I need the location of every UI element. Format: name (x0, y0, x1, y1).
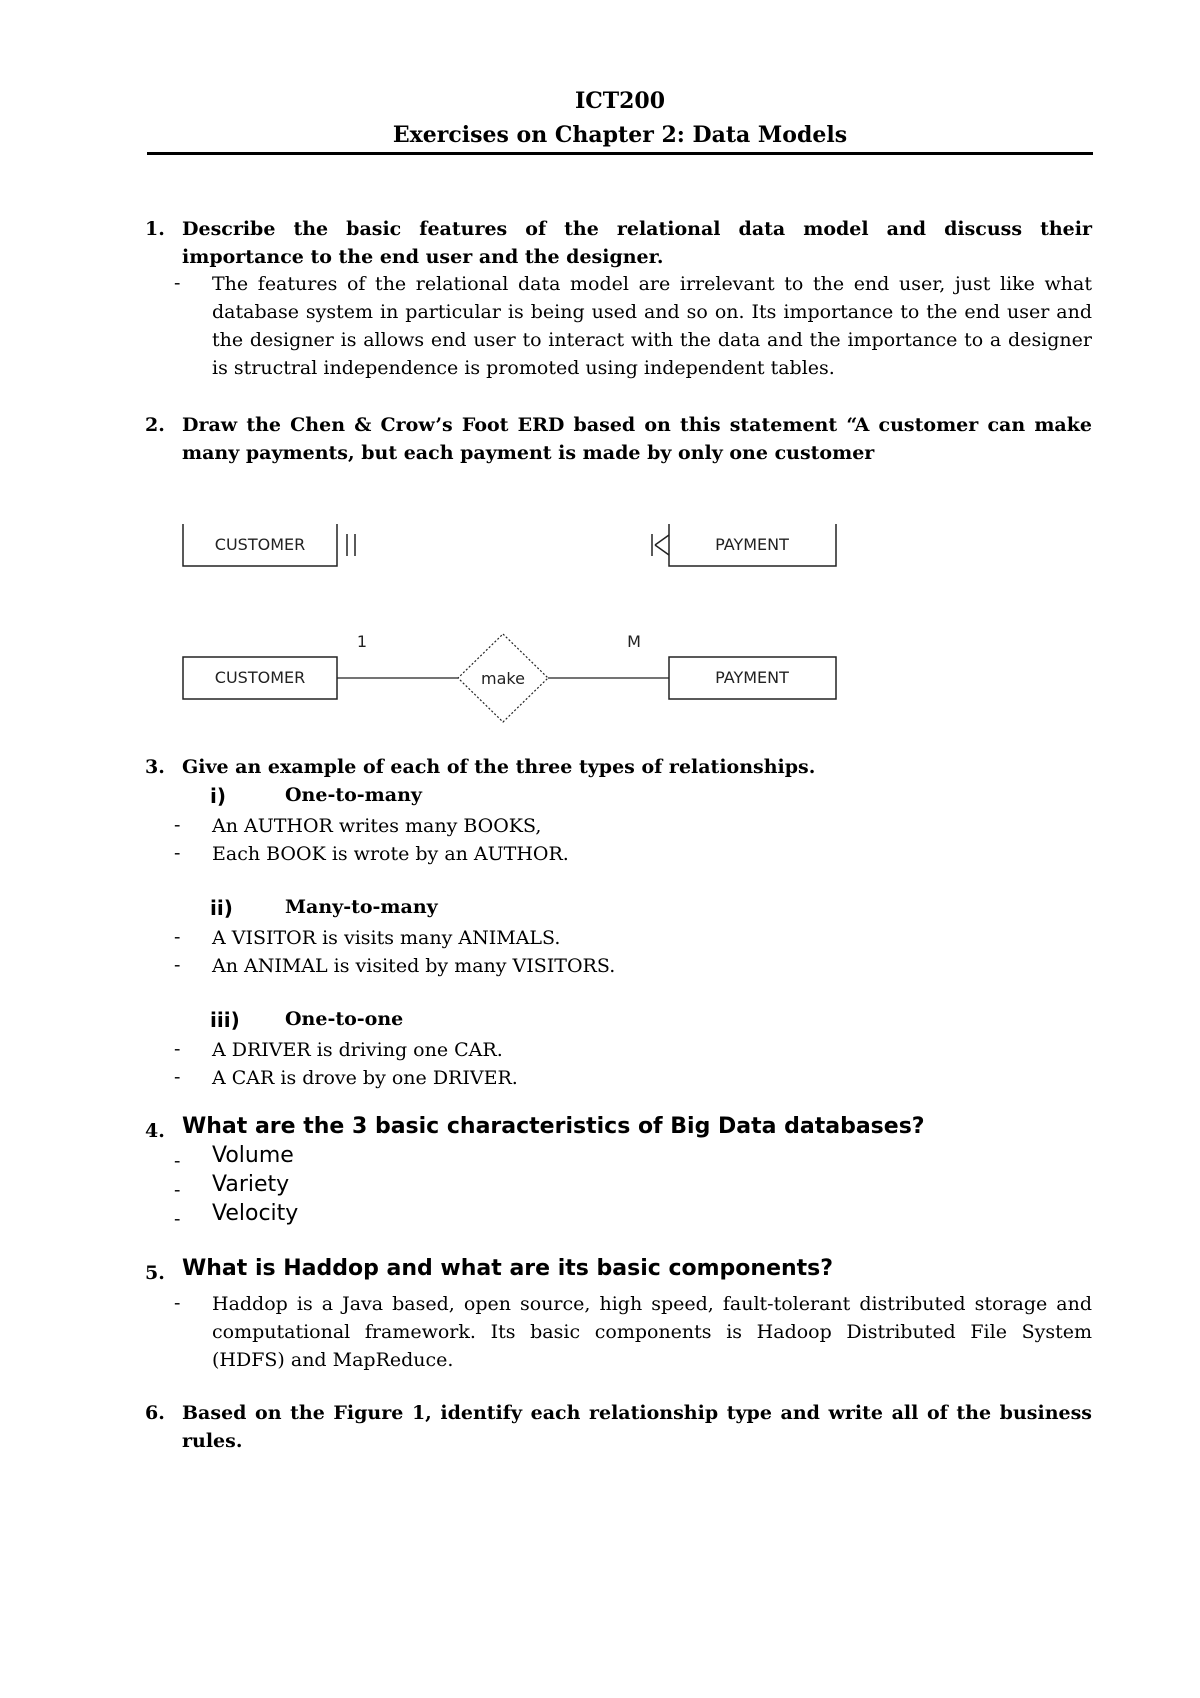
q3-type-3-title: One-to-one (285, 1008, 404, 1030)
q5-text: What is Haddop and what are its basic components? (182, 1256, 834, 1281)
q2-number: 2. (145, 414, 165, 436)
chen-customer-label: CUSTOMER (214, 668, 306, 687)
chen-erd (183, 632, 836, 722)
q3-type-1-dash-1: - (174, 814, 181, 836)
q3-type-1-title: One-to-many (285, 784, 422, 806)
course-code: ICT200 (574, 88, 666, 114)
crowsfoot-customer-label: CUSTOMER (214, 535, 306, 554)
q3-type-2-title: Many-to-many (285, 896, 438, 918)
q1-answer: The features of the relational data model are irrelevant to the end user, just like what database system in particular is being used and so on. Its importance to the end user and the designer is allows end user to interact with the data and the importance to a designer is structral independence is promoted using independent tables. (212, 273, 1092, 379)
q1-answer-dash: - (174, 272, 181, 294)
erd-diagrams (0, 0, 1200, 760)
chen-cardinality-one: 1 (356, 632, 368, 651)
q3-type-2-line-1: A VISITOR is visits many ANIMALS. (212, 927, 561, 949)
chen-relationship-label: make (481, 669, 525, 688)
q5-answer-dash: - (174, 1292, 181, 1314)
crowsfoot-erd (183, 524, 836, 566)
q3-type-3-roman: iii) (210, 1008, 240, 1032)
q3-text: Give an example of each of the three types of relationships. (182, 756, 816, 778)
q5-answer: Haddop is a Java based, open source, high speed, fault-tolerant distributed storage and computational framework. Its basic components is Hadoop Distributed File System (HDFS) and MapReduce. (212, 1293, 1092, 1371)
q6-number: 6. (145, 1402, 165, 1424)
q4-answer-dash-3: - (174, 1208, 181, 1230)
q5-number: 5. (145, 1262, 165, 1284)
q4-text: What are the 3 basic characteristics of Big Data databases? (182, 1114, 925, 1139)
q3-type-3-line-2: A CAR is drove by one DRIVER. (212, 1067, 518, 1089)
q4-number: 4. (145, 1120, 165, 1142)
q3-type-3-dash-2: - (174, 1066, 181, 1088)
q3-type-2-dash-1: - (174, 926, 181, 948)
q3-type-3-dash-1: - (174, 1038, 181, 1060)
page-title: Exercises on Chapter 2: Data Models (392, 122, 848, 148)
q3-type-1-roman: i) (210, 784, 226, 808)
crowsfoot-many-prong-top (655, 535, 669, 545)
chen-cardinality-many: M (627, 632, 641, 651)
q3-type-3-line-1: A DRIVER is driving one CAR. (212, 1039, 503, 1061)
q4-answer-dash-1: - (174, 1150, 181, 1172)
q1-text: Describe the basic features of the relational data model and discuss their importance to the end user and the designer. (182, 218, 1092, 268)
q4-answer-2: Variety (212, 1172, 290, 1197)
q3-number: 3. (145, 756, 165, 778)
q1-number: 1. (145, 218, 165, 240)
q4-answer-1: Volume (212, 1143, 294, 1168)
crowsfoot-payment-label: PAYMENT (715, 535, 789, 554)
q6-text: Based on the Figure 1, identify each relationship type and write all of the business rules. (182, 1402, 1092, 1452)
q4-answer-3: Velocity (212, 1201, 299, 1226)
q4-answer-dash-2: - (174, 1179, 181, 1201)
chen-payment-label: PAYMENT (715, 668, 789, 687)
crowsfoot-many-prong-bottom (655, 545, 669, 555)
q3-type-1-line-1: An AUTHOR writes many BOOKS, (212, 815, 542, 837)
q3-type-1-dash-2: - (174, 842, 181, 864)
q3-type-2-dash-2: - (174, 954, 181, 976)
q3-type-2-line-2: An ANIMAL is visited by many VISITORS. (212, 955, 616, 977)
q3-type-1-line-2: Each BOOK is wrote by an AUTHOR. (212, 843, 569, 865)
q2-text: Draw the Chen & Crow’s Foot ERD based on this statement “A customer can make many payments, but each payment is made by only one customer (182, 414, 1092, 464)
q3-type-2-roman: ii) (210, 896, 233, 920)
